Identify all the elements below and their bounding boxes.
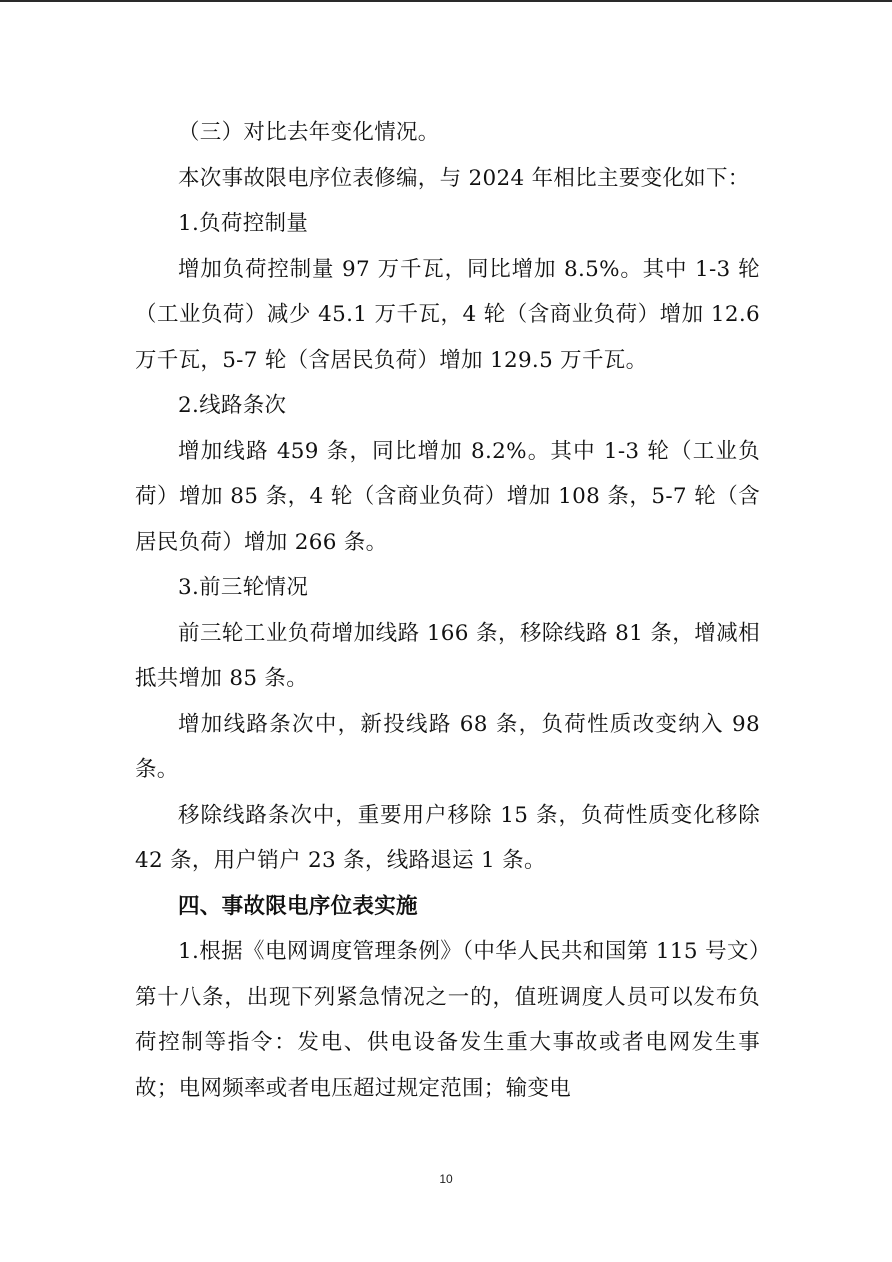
section-heading-comparison: （三）对比去年变化情况。 xyxy=(178,120,440,145)
page-number: 10 xyxy=(439,1172,453,1186)
first-three-rounds-paragraph: 前三轮工业负荷增加线路 166 条，移除线路 81 条，增减相抵共增加 85 条。 xyxy=(135,620,760,691)
removed-lines-paragraph: 移除线路条次中，重要用户移除 15 条，负荷性质变化移除 42 条，用户销户 23 条，线路退运 1 条。 xyxy=(135,802,760,873)
item-heading-first-three-rounds: 3.前三轮情况 xyxy=(178,575,309,600)
document-body xyxy=(135,110,760,1111)
load-control-paragraph: 增加负荷控制量 97 万千瓦，同比增加 8.5%。其中 1-3 轮（工业负荷）减少 45.1 万千瓦，4 轮（含商业负荷）增加 12.6 万千瓦，5-7 轮（含居民负荷）增加 129.5 万千瓦。 xyxy=(135,256,760,373)
added-lines-paragraph: 增加线路条次中，新投线路 68 条，负荷性质改变纳入 98 条。 xyxy=(135,711,760,782)
item-heading-line-count: 2.线路条次 xyxy=(178,393,287,418)
intro-paragraph: 本次事故限电序位表修编，与 2024 年相比主要变化如下： xyxy=(178,165,750,191)
section-heading-implementation: 四、事故限电序位表实施 xyxy=(178,893,418,919)
line-count-paragraph: 增加线路 459 条，同比增加 8.2%。其中 1-3 轮（工业负荷）增加 85 条，4 轮（含商业负荷）增加 108 条，5-7 轮（含居民负荷）增加 266 条。 xyxy=(135,438,760,555)
top-border-line xyxy=(0,0,892,2)
regulation-paragraph: 1.根据《电网调度管理条例》（中华人民共和国第 115 号文）第十八条，出现下列紧急情况之一的，值班调度人员可以发布负荷控制等指令：发电、供电设备发生重大事故或者电网发生事故；电网频率或者电压超过规定范围；输变电 xyxy=(135,939,760,1101)
item-heading-load-control: 1.负荷控制量 xyxy=(178,211,309,236)
